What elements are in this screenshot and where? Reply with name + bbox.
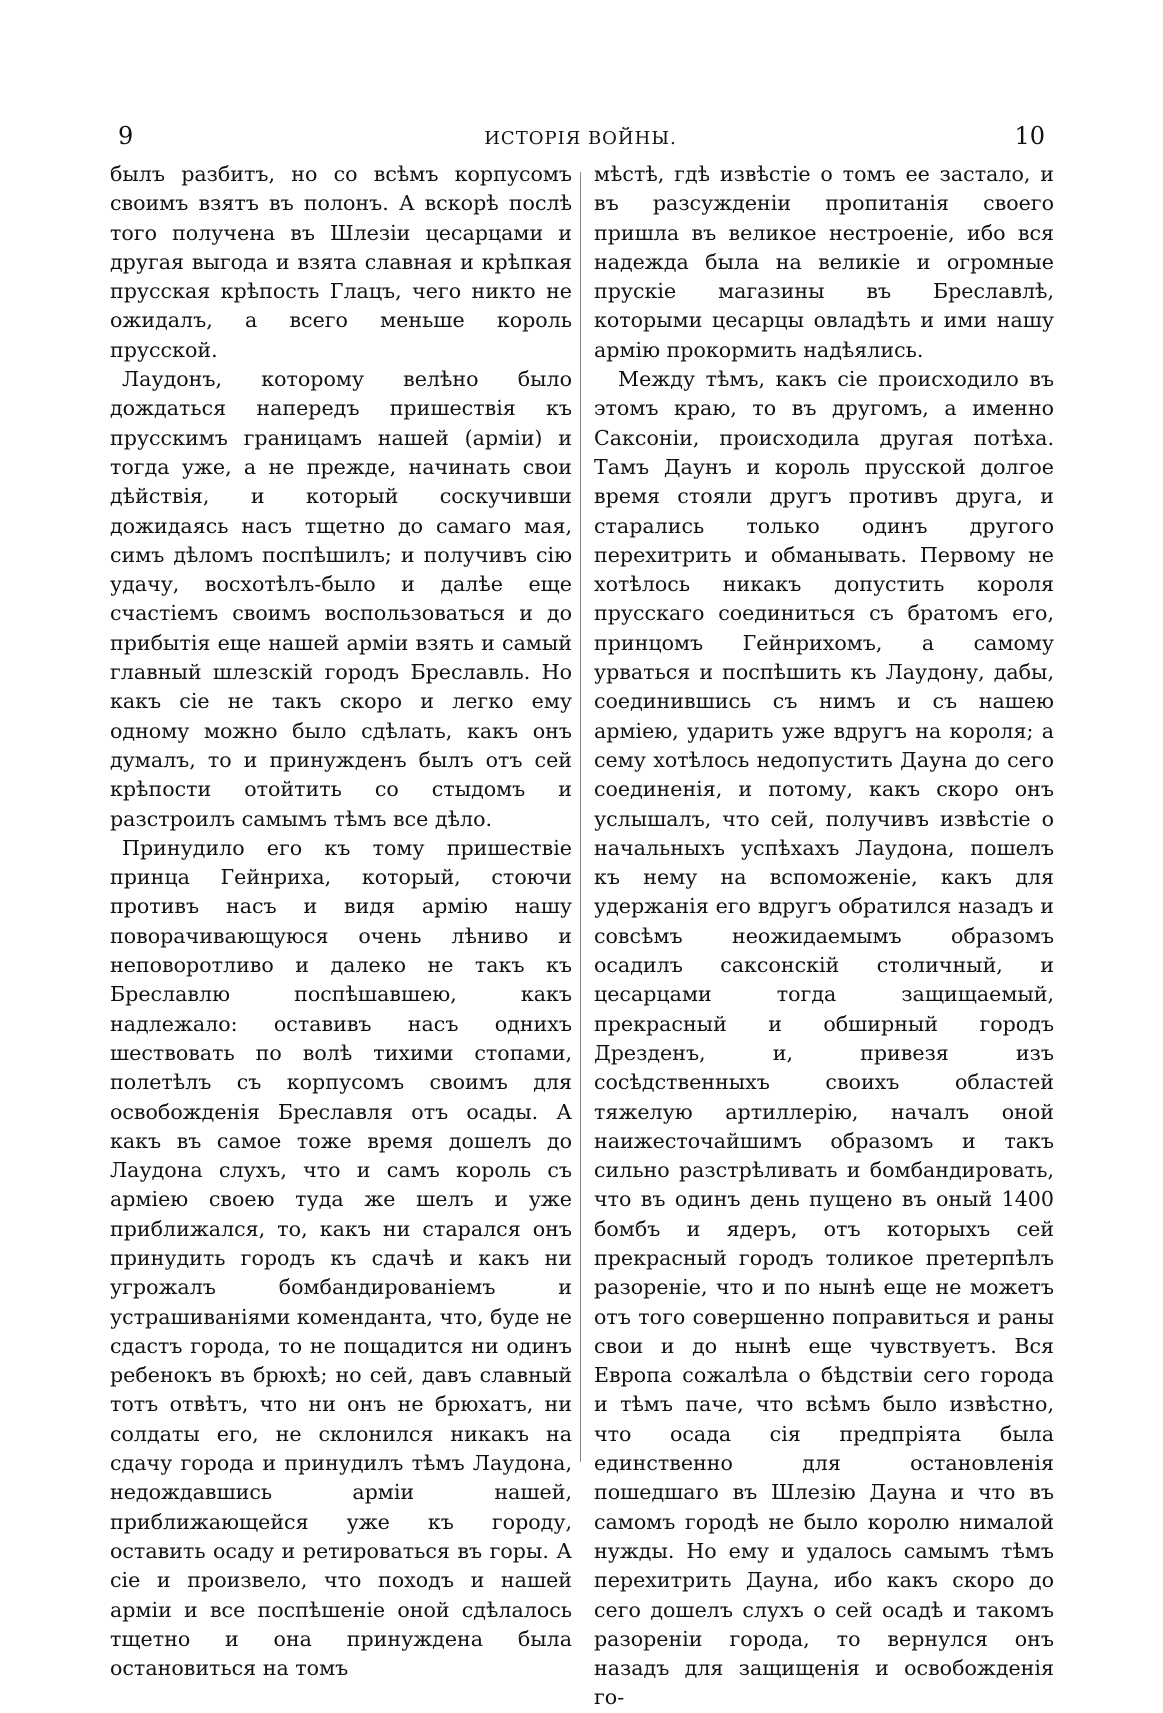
paragraph: Между тѣмъ, какъ сіе происходило въ этомъ краю, то въ другомъ, а именно Саксоніи, происходила другая потѣха. Тамъ Даунъ и король прусской долгое время стояли другъ противъ друга, и старались только одинъ другого перехитрить и обманывать. Первому не хотѣлось никакъ допустить короля прусскаго соединиться съ братомъ его, принцомъ Гейнрихомъ, а самому урваться и поспѣшить къ Лаудону, дабы, соединившись съ нимъ и съ нашею арміею, ударить уже вдругъ на короля; а сему хотѣлось недопустить Дауна до сего соединенія, и потому, какъ скоро онъ услышалъ, что сей, получивъ извѣстіе о начальныхъ успѣхахъ Лаудона, пошелъ къ нему на вспоможеніе, какъ для удержанія его вдругъ обратился назадъ и совсѣмъ неожидаемымъ образомъ осадилъ саксонскій столичный, и цесарцами тогда защищаемый, прекрасный и обширный городъ Дрезденъ, и, привезя изъ сосѣдственныхъ своихъ областей тяжелую артиллерію, началъ оной наижесточайшимъ образомъ и такъ сильно разстрѣливать и бомбандировать, что въ одинъ день пущено въ оный 1400 бомбъ и ядеръ, отъ которыхъ сей прекрасный городъ толикое претерпѣлъ разореніе, что и по нынѣ еще не можетъ отъ того совершенно поправиться и раны свои и до нынѣ еще чувствуетъ. Вся Европа сожалѣла о бѣдствіи сего города и тѣмъ паче, что всѣмъ было извѣстно, что осада сія предпріята была единственно для остановленія пошедшаго въ Шлезію Дауна и что въ самомъ городѣ не было королю нималой нужды. Но ему и удалось самымъ тѣмъ перехитрить Дауна, ибо какъ скоро до сего дошелъ слухъ о сей осадѣ и такомъ разореніи города, то вернулся онъ назадъ для защищенія и освобожденія го- (594, 367, 1054, 1710)
right-text-column (594, 160, 1054, 1713)
left-text-column (110, 160, 572, 1683)
running-title: ИСТОРІЯ ВОЙНЫ. (484, 128, 677, 149)
paragraph: мѣстѣ, гдѣ извѣстіе о томъ ее застало, и въ разсужденіи пропитанія своего пришла въ великое нестроеніе, ибо вся надежда была на великіе и огромные прускіе магазины въ Бреславлѣ, которыми цесарцы овладѣть и ими нашу армію прокормить надѣялись. (594, 162, 1054, 362)
right-page-number: 10 (1014, 122, 1045, 150)
paragraph: Лаудонъ, которому велѣно было дождаться напередъ пришествія къ прусскимъ границамъ нашей (арміи) и тогда уже, а не прежде, начинать свои дѣйствія, и который соскучивши дожидаясь насъ тщетно до самаго мая, симъ дѣломъ поспѣшилъ; и получивъ сію удачу, восхотѣлъ-было и далѣе еще счастіемъ своимъ воспользоваться и до прибытія еще нашей арміи взять и самый главный шлезскій городъ Бреславль. Но какъ сіе не такъ скоро и легко ему одному можно было сдѣлать, какъ онъ думалъ, то и принужденъ былъ отъ сей крѣпости отойтить со стыдомъ и разстроилъ самымъ тѣмъ все дѣло. (110, 367, 572, 831)
column-divider (580, 172, 581, 1462)
left-page-number: 9 (118, 122, 134, 150)
paragraph: былъ разбитъ, но со всѣмъ корпусомъ своимъ взятъ въ полонъ. А вскорѣ послѣ того получена въ Шлезіи цесарцами и другая выгода и взята славная и крѣпкая прусская крѣпость Глацъ, чего никто не ожидалъ, а всего меньше король прусской. (110, 162, 572, 362)
paragraph: Принудило его къ тому пришествіе принца Гейнриха, который, стоючи противъ насъ и видя армію нашу поворачивающуюся очень лѣниво и неповоротливо и далеко не такъ къ Бреславлю поспѣшавшею, какъ надлежало: оставивъ насъ однихъ шествовать по волѣ тихими стопами, полетѣлъ съ корпусомъ своимъ для освобожденія Бреславля отъ осады. А какъ въ самое тоже время дошелъ до Лаудона слухъ, что и самъ король съ арміею своею туда же шелъ и уже приближался, то, какъ ни старался онъ принудить городъ къ сдачѣ и какъ ни угрожалъ бомбандированіемъ и устрашиваніями коменданта, что, буде не сдастъ города, то не пощадится ни одинъ ребенокъ въ брюхѣ; но сей, давъ славный тотъ отвѣтъ, что ни онъ не брюхатъ, ни солдаты его, не склонился никакъ на сдачу города и принудилъ тѣмъ Лаудона, недождавшись арміи нашей, приближающейся уже къ городу, оставить осаду и ретироваться въ горы. А сіе и произвело, что походъ и нашей арміи и все поспѣшеніе оной сдѣлалось тщетно и она принуждена была остановиться на томъ (110, 835, 572, 1681)
page-header (108, 118, 1053, 158)
